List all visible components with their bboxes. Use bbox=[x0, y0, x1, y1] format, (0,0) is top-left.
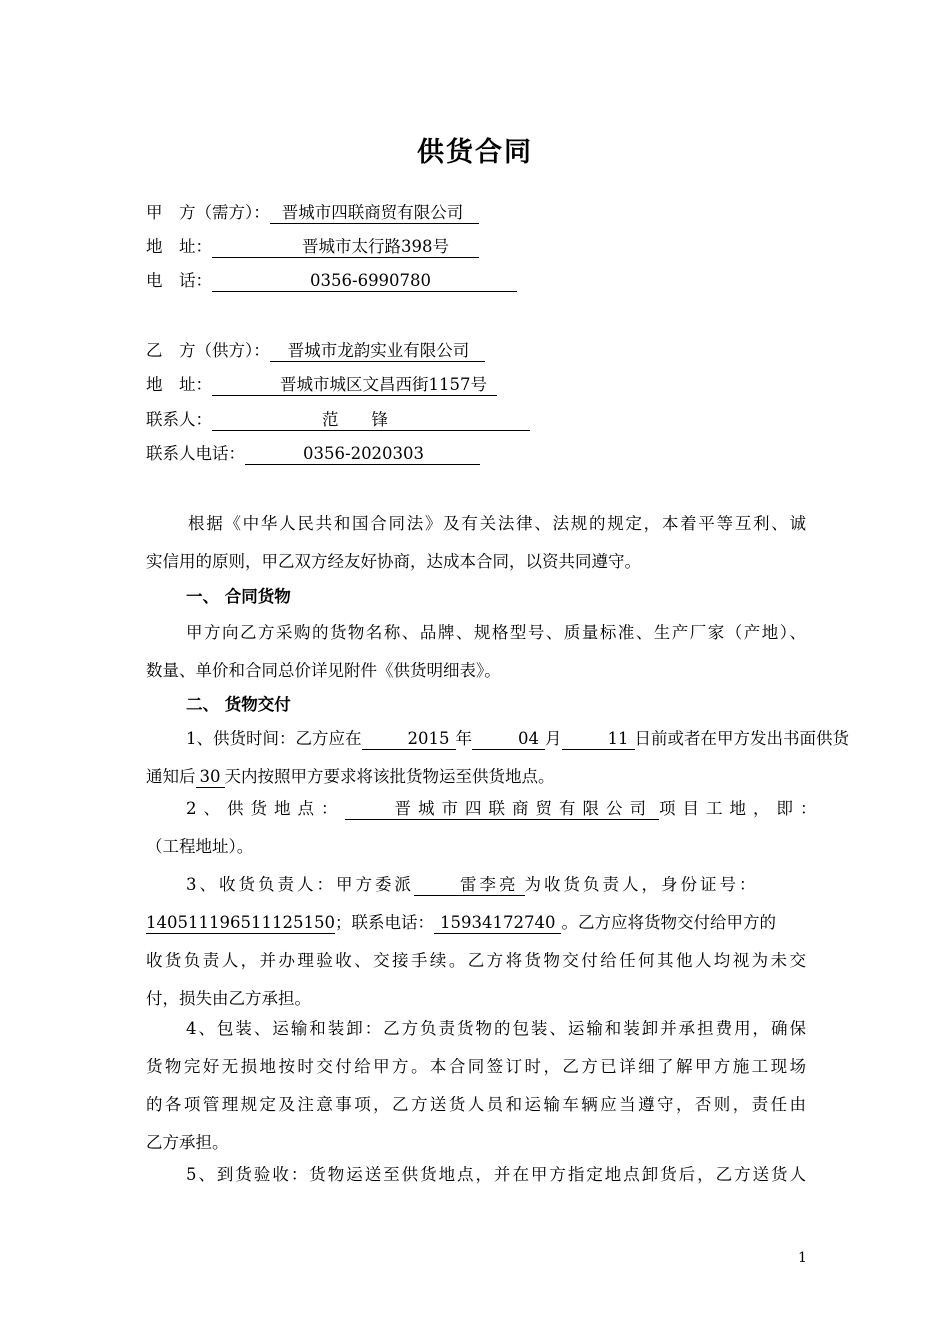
item-3-line-1 bbox=[146, 866, 806, 904]
item-1-text-e: 通知后 bbox=[146, 767, 196, 786]
item-3-line-3: 收货负责人，并办理验收、交接手续。乙方将货物交付给任何其他人均视为未交 bbox=[146, 951, 806, 970]
item-2-line-2: （工程地址）。 bbox=[146, 837, 254, 856]
party-b-contact: 范 锋 bbox=[212, 410, 530, 431]
supply-place: 晋城市四联商贸有限公司 bbox=[345, 799, 660, 820]
item-4-line-2: 货物完好无损地按时交付给甲方。本合同签订时，乙方已详细了解甲方施工现场 bbox=[146, 1057, 806, 1076]
supply-days: 30 bbox=[196, 767, 225, 788]
section-1-line-1: 甲方向乙方采购的货物名称、品牌、规格型号、质量标准、生产厂家（产地）、 bbox=[186, 623, 806, 642]
supply-year: 2015 bbox=[362, 729, 456, 750]
item-1-text-a: 1、供货时间：乙方应在 bbox=[186, 729, 362, 748]
document-title: 供货合同 bbox=[417, 137, 533, 168]
item-2-text-a: 2、供货地点： bbox=[186, 799, 345, 818]
section-1-paragraph bbox=[146, 614, 806, 690]
item-3-text-b: 为收货负责人，身份证号： bbox=[524, 875, 759, 894]
item-3-paragraph bbox=[146, 866, 806, 1018]
item-1-text-c: 月 bbox=[545, 729, 562, 748]
item-3-line-4: 付，损失由乙方承担。 bbox=[146, 989, 311, 1008]
item-1-text-f: 天内按照甲方要求将该批货物运至供货地点。 bbox=[224, 767, 555, 786]
party-a-name-row bbox=[146, 202, 479, 224]
intro-line-1: 根据《中华人民共和国合同法》及有关法律、法规的规定，本着平等互利、诚 bbox=[188, 514, 806, 533]
receiver-phone: 15934172740 bbox=[434, 913, 561, 934]
party-a-address-label: 地 址： bbox=[146, 237, 212, 256]
item-4-line-4: 乙方承担。 bbox=[146, 1133, 229, 1152]
item-2-line-1 bbox=[146, 790, 824, 828]
party-b-address-label: 地 址： bbox=[146, 375, 212, 394]
section-1-line-2: 数量、单价和合同总价详见附件《供货明细表》。 bbox=[146, 661, 501, 680]
item-3-line-2 bbox=[146, 904, 806, 942]
party-a-phone-row bbox=[146, 270, 517, 292]
intro-paragraph bbox=[146, 505, 806, 581]
section-1-heading: 一、 合同货物 bbox=[186, 587, 291, 606]
party-b-contact-row bbox=[146, 409, 530, 431]
party-b-label: 乙 方（供方）： bbox=[146, 341, 270, 360]
item-1-text-d: 日前或者在甲方发出书面供货 bbox=[634, 729, 849, 748]
item-1-line-1 bbox=[146, 720, 849, 758]
item-3-text-c: ；联系电话： bbox=[334, 913, 434, 932]
party-b-name: 晋城市龙韵实业有限公司 bbox=[270, 341, 486, 362]
item-1-text-b: 年 bbox=[455, 729, 472, 748]
party-a-phone: 0356-6990780 bbox=[212, 271, 517, 292]
party-a-address: 晋城市太行路398号 bbox=[212, 237, 479, 258]
item-3-text-a: 3、收货负责人：甲方委派 bbox=[186, 875, 414, 894]
item-2-text-b: 项目工地，即： bbox=[659, 799, 824, 818]
party-a-address-row bbox=[146, 236, 479, 258]
party-b-contact-phone: 0356-2020303 bbox=[245, 444, 480, 465]
receiver-name: 雷李亮 bbox=[414, 875, 525, 896]
section-2-heading: 二、 货物交付 bbox=[186, 695, 291, 714]
party-a-phone-label: 电 话： bbox=[146, 271, 212, 290]
party-b-contact-phone-row bbox=[146, 443, 480, 465]
supply-month: 04 bbox=[472, 729, 545, 750]
item-4-paragraph bbox=[146, 1010, 806, 1162]
party-b-address-row bbox=[146, 374, 497, 396]
item-5-paragraph bbox=[146, 1156, 806, 1194]
party-b-address: 晋城市城区文昌西街1157号 bbox=[212, 375, 497, 396]
item-3-text-d: 。乙方应将货物交付给甲方的 bbox=[561, 913, 776, 932]
item-2-paragraph bbox=[146, 790, 824, 866]
item-1-paragraph bbox=[146, 720, 849, 796]
party-b-name-row bbox=[146, 340, 485, 362]
party-a-name: 晋城市四联商贸有限公司 bbox=[270, 203, 480, 224]
item-4-line-3: 的各项管理规定及注意事项，乙方送货人员和运输车辆应当遵守，否则，责任由 bbox=[146, 1095, 806, 1114]
receiver-id-number: 140511196511125150 bbox=[146, 913, 335, 932]
party-a-label: 甲 方（需方）： bbox=[146, 203, 270, 222]
intro-line-2: 实信用的原则，甲乙双方经友好协商，达成本合同，以资共同遵守。 bbox=[146, 552, 641, 571]
party-b-contact-phone-label: 联系人电话： bbox=[146, 444, 245, 463]
party-b-contact-label: 联系人： bbox=[146, 410, 212, 429]
supply-day: 11 bbox=[562, 729, 635, 750]
item-5-line-1: 5、到货验收：货物运送至供货地点，并在甲方指定地点卸货后，乙方送货人 bbox=[186, 1165, 806, 1184]
item-4-line-1: 4、包装、运输和装卸：乙方负责货物的包装、运输和装卸并承担费用，确保 bbox=[186, 1019, 806, 1038]
page-number: 1 bbox=[798, 1250, 807, 1266]
